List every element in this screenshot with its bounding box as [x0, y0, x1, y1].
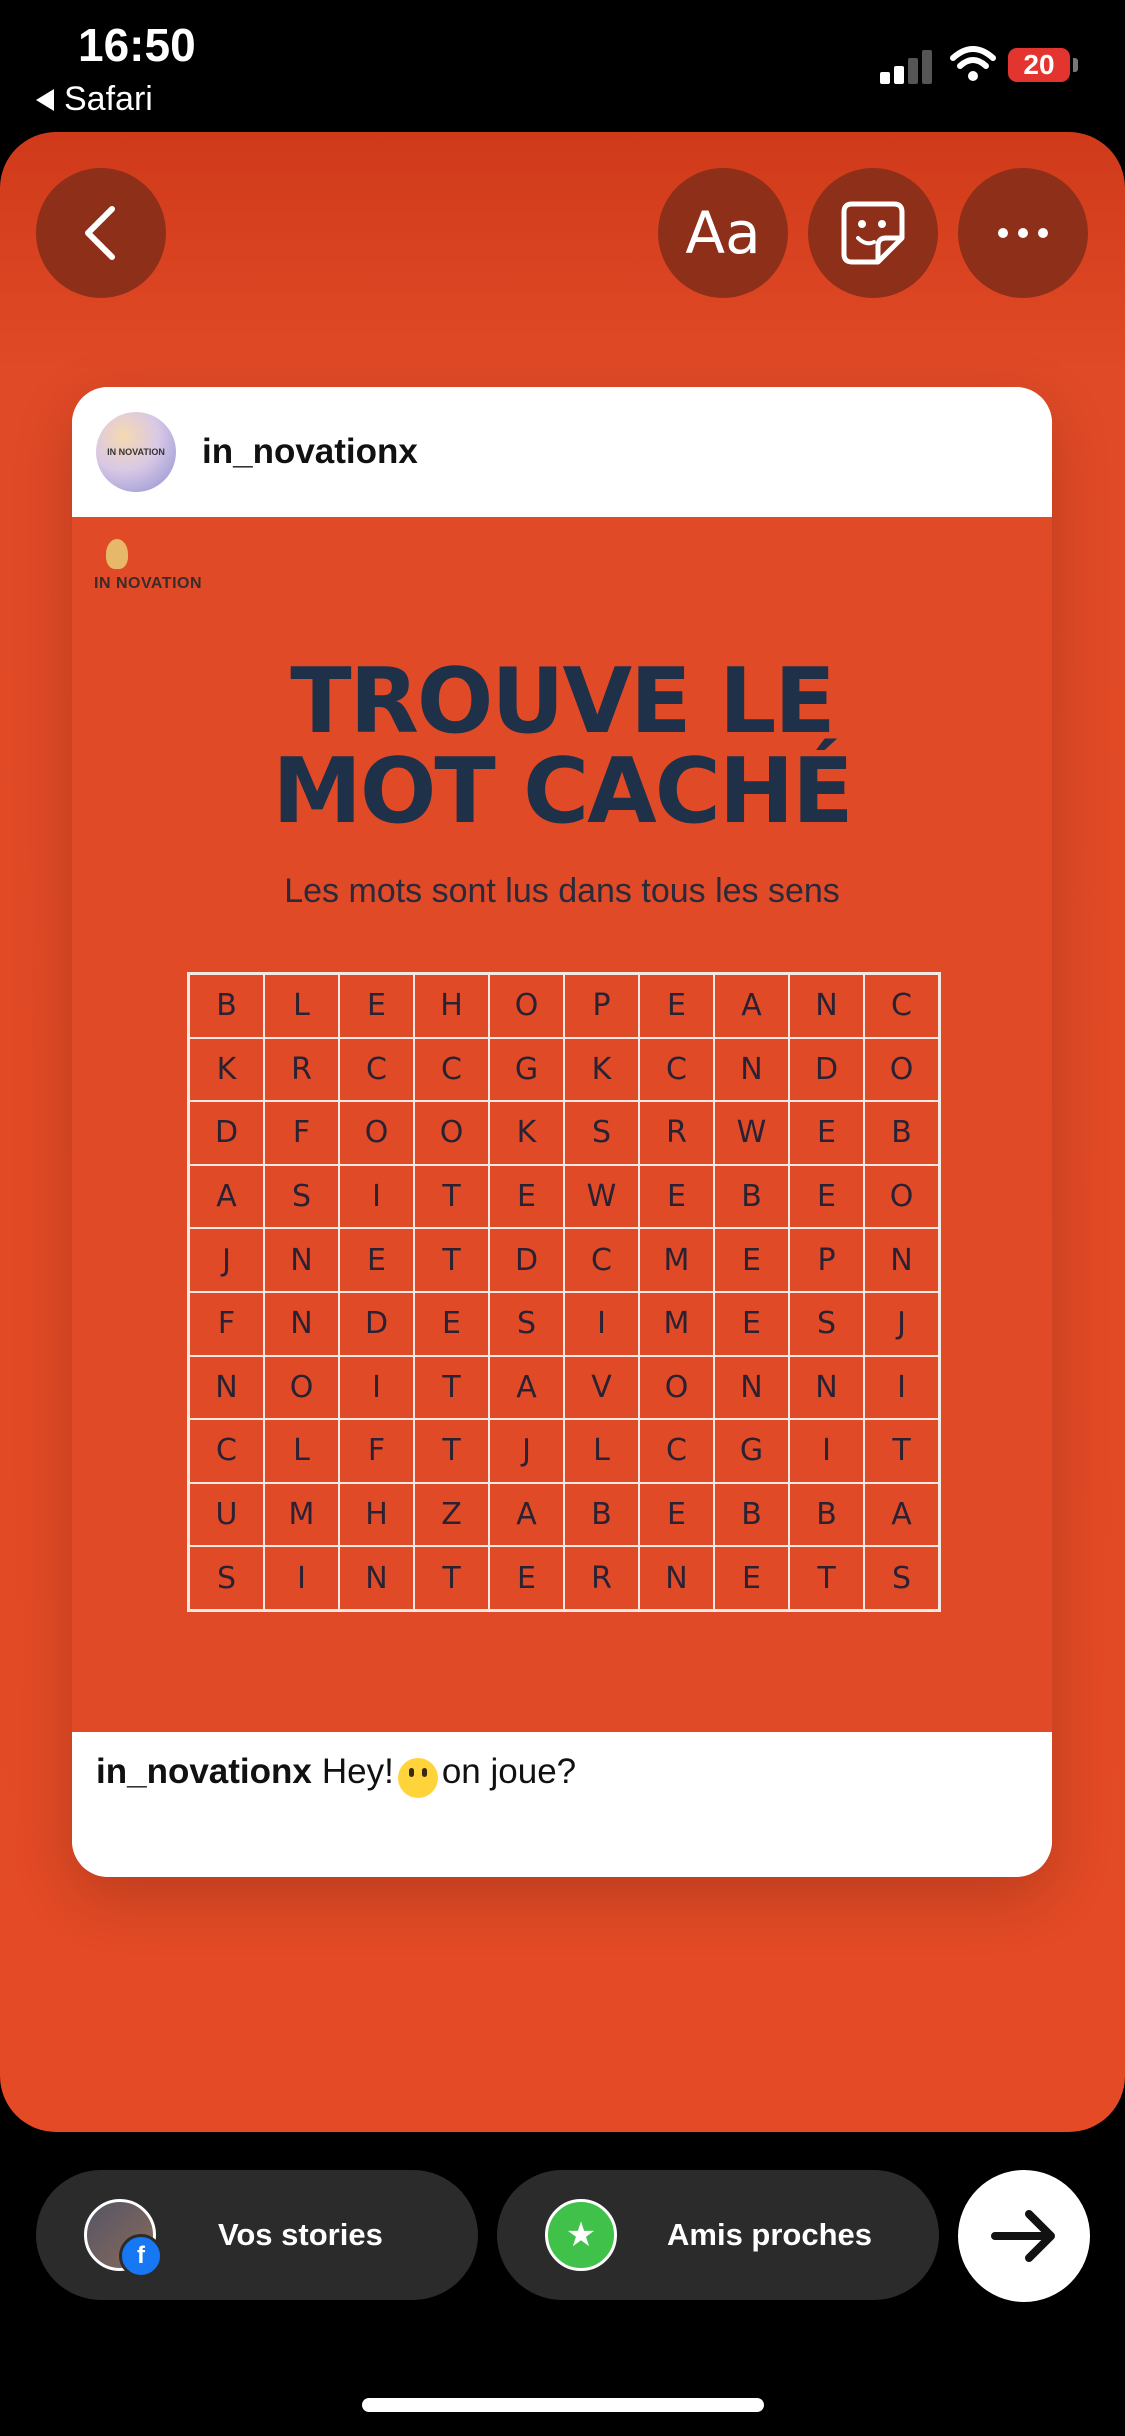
grid-cell: J — [489, 1419, 564, 1483]
grid-cell: F — [189, 1292, 264, 1356]
grid-cell: E — [414, 1292, 489, 1356]
grid-cell: C — [639, 1038, 714, 1102]
grid-cell: M — [639, 1228, 714, 1292]
grid-cell: A — [489, 1356, 564, 1420]
grid-cell: U — [189, 1483, 264, 1547]
grid-cell: E — [339, 974, 414, 1038]
grid-cell: O — [264, 1356, 339, 1420]
brand-logo-text: IN NOVATION — [94, 575, 203, 592]
arrow-right-icon — [989, 2208, 1059, 2264]
grid-cell: D — [789, 1038, 864, 1102]
grid-cell: C — [564, 1228, 639, 1292]
grid-cell: I — [264, 1546, 339, 1610]
smiley-emoji-icon — [398, 1758, 438, 1798]
grid-cell: D — [189, 1101, 264, 1165]
grid-cell: A — [189, 1165, 264, 1229]
grid-cell: B — [189, 974, 264, 1038]
grid-cell: S — [789, 1292, 864, 1356]
grid-cell: R — [639, 1101, 714, 1165]
grid-cell: G — [489, 1038, 564, 1102]
status-time: 16:50 — [78, 19, 196, 71]
post-image — [72, 517, 1052, 1732]
grid-cell: B — [714, 1483, 789, 1547]
grid-cell: H — [414, 974, 489, 1038]
post-username[interactable]: in_novationx — [202, 432, 418, 471]
grid-cell: E — [489, 1165, 564, 1229]
grid-cell: L — [264, 974, 339, 1038]
sticker-button[interactable] — [808, 168, 938, 298]
grid-cell: H — [339, 1483, 414, 1547]
grid-cell: S — [189, 1546, 264, 1610]
grid-cell: T — [414, 1228, 489, 1292]
grid-cell: N — [714, 1038, 789, 1102]
grid-cell: P — [564, 974, 639, 1038]
grid-cell: E — [714, 1546, 789, 1610]
grid-cell: S — [264, 1165, 339, 1229]
battery-nub — [1073, 58, 1078, 72]
grid-cell: E — [339, 1228, 414, 1292]
grid-cell: V — [564, 1356, 639, 1420]
grid-cell: M — [639, 1292, 714, 1356]
grid-cell: N — [789, 1356, 864, 1420]
grid-cell: K — [564, 1038, 639, 1102]
grid-cell: B — [789, 1483, 864, 1547]
grid-cell: C — [339, 1038, 414, 1102]
grid-cell: R — [264, 1038, 339, 1102]
grid-cell: O — [864, 1038, 939, 1102]
grid-cell: J — [864, 1292, 939, 1356]
post-title-line1: TROUVE LE — [290, 649, 834, 754]
grid-cell: D — [489, 1228, 564, 1292]
grid-cell: N — [789, 974, 864, 1038]
grid-cell: I — [339, 1356, 414, 1420]
cellular-signal-icon — [880, 48, 934, 84]
caption-text-before: Hey! — [321, 1752, 394, 1791]
grid-cell: B — [714, 1165, 789, 1229]
grid-cell: S — [564, 1101, 639, 1165]
post-header — [72, 387, 1052, 517]
home-indicator[interactable] — [362, 2398, 764, 2412]
post-title — [72, 649, 1052, 844]
avatar-logo-text: IN NOVATION — [107, 447, 165, 457]
grid-cell: A — [714, 974, 789, 1038]
lightbulb-icon — [106, 539, 128, 569]
grid-cell: P — [789, 1228, 864, 1292]
grid-cell: E — [639, 974, 714, 1038]
your-story-avatar — [84, 2199, 156, 2271]
back-chevron-icon — [76, 203, 126, 263]
caption-text-after: on joue? — [441, 1752, 577, 1791]
caption-username[interactable]: in_novationx — [96, 1752, 312, 1791]
back-to-safari[interactable] — [36, 80, 153, 119]
grid-cell: N — [189, 1356, 264, 1420]
sticker-icon — [838, 198, 908, 268]
grid-cell: B — [864, 1101, 939, 1165]
back-triangle-icon — [36, 89, 54, 111]
grid-cell: I — [339, 1165, 414, 1229]
grid-cell: O — [414, 1101, 489, 1165]
grid-cell: E — [714, 1228, 789, 1292]
word-search-grid — [187, 972, 941, 1612]
grid-cell: N — [339, 1546, 414, 1610]
grid-cell: W — [564, 1165, 639, 1229]
grid-cell: R — [564, 1546, 639, 1610]
battery-level: 20 — [1023, 49, 1055, 80]
shared-post-card[interactable] — [72, 387, 1052, 1877]
grid-cell: N — [264, 1228, 339, 1292]
grid-cell: M — [264, 1483, 339, 1547]
grid-cell: N — [639, 1546, 714, 1610]
brand-logo — [94, 539, 224, 609]
close-friends-button[interactable] — [497, 2170, 939, 2300]
grid-cell: C — [864, 974, 939, 1038]
status-bar — [0, 0, 1125, 130]
grid-cell: T — [789, 1546, 864, 1610]
more-options-button[interactable] — [958, 168, 1088, 298]
grid-cell: E — [714, 1292, 789, 1356]
grid-cell: O — [339, 1101, 414, 1165]
post-caption — [72, 1732, 1052, 1877]
your-stories-button[interactable] — [36, 2170, 478, 2300]
grid-cell: I — [864, 1356, 939, 1420]
grid-cell: Z — [414, 1483, 489, 1547]
battery-icon — [1008, 48, 1070, 82]
grid-cell: T — [414, 1419, 489, 1483]
post-subtitle: Les mots sont lus dans tous les sens — [284, 872, 840, 910]
grid-cell: J — [189, 1228, 264, 1292]
grid-cell: S — [489, 1292, 564, 1356]
grid-cell: E — [639, 1165, 714, 1229]
grid-cell: K — [189, 1038, 264, 1102]
grid-cell: O — [864, 1165, 939, 1229]
grid-cell: K — [489, 1101, 564, 1165]
grid-cell: A — [864, 1483, 939, 1547]
send-next-button[interactable] — [958, 2170, 1090, 2302]
grid-cell: L — [264, 1419, 339, 1483]
grid-cell: L — [564, 1419, 639, 1483]
grid-cell: N — [264, 1292, 339, 1356]
more-dots-icon — [998, 228, 1048, 238]
profile-avatar[interactable] — [96, 412, 176, 492]
text-aa-icon: Aa — [685, 199, 761, 267]
grid-cell: N — [864, 1228, 939, 1292]
facebook-icon: f — [119, 2234, 163, 2278]
grid-cell: E — [639, 1483, 714, 1547]
grid-cell: C — [414, 1038, 489, 1102]
your-stories-label: Vos stories — [218, 2217, 383, 2252]
grid-cell: T — [864, 1419, 939, 1483]
grid-cell: I — [564, 1292, 639, 1356]
back-app-label: Safari — [64, 80, 153, 118]
grid-cell: A — [489, 1483, 564, 1547]
back-button[interactable] — [36, 168, 166, 298]
grid-cell: F — [339, 1419, 414, 1483]
grid-cell: W — [714, 1101, 789, 1165]
wifi-icon — [950, 44, 996, 84]
grid-cell: E — [789, 1101, 864, 1165]
grid-cell: T — [414, 1356, 489, 1420]
close-friends-label: Amis proches — [667, 2217, 873, 2252]
grid-cell: F — [264, 1101, 339, 1165]
grid-cell: S — [864, 1546, 939, 1610]
grid-cell: E — [789, 1165, 864, 1229]
grid-cell: E — [489, 1546, 564, 1610]
grid-cell: B — [564, 1483, 639, 1547]
story-canvas[interactable] — [0, 132, 1125, 2132]
post-title-line2: MOT CACHÉ — [272, 739, 852, 844]
star-icon: ★ — [545, 2199, 617, 2271]
grid-cell: C — [189, 1419, 264, 1483]
grid-cell: N — [714, 1356, 789, 1420]
grid-cell: D — [339, 1292, 414, 1356]
grid-cell: T — [414, 1165, 489, 1229]
grid-cell: G — [714, 1419, 789, 1483]
grid-cell: O — [639, 1356, 714, 1420]
text-tool-button[interactable] — [658, 168, 788, 298]
grid-cell: T — [414, 1546, 489, 1610]
grid-cell: C — [639, 1419, 714, 1483]
grid-cell: O — [489, 974, 564, 1038]
grid-cell: I — [789, 1419, 864, 1483]
